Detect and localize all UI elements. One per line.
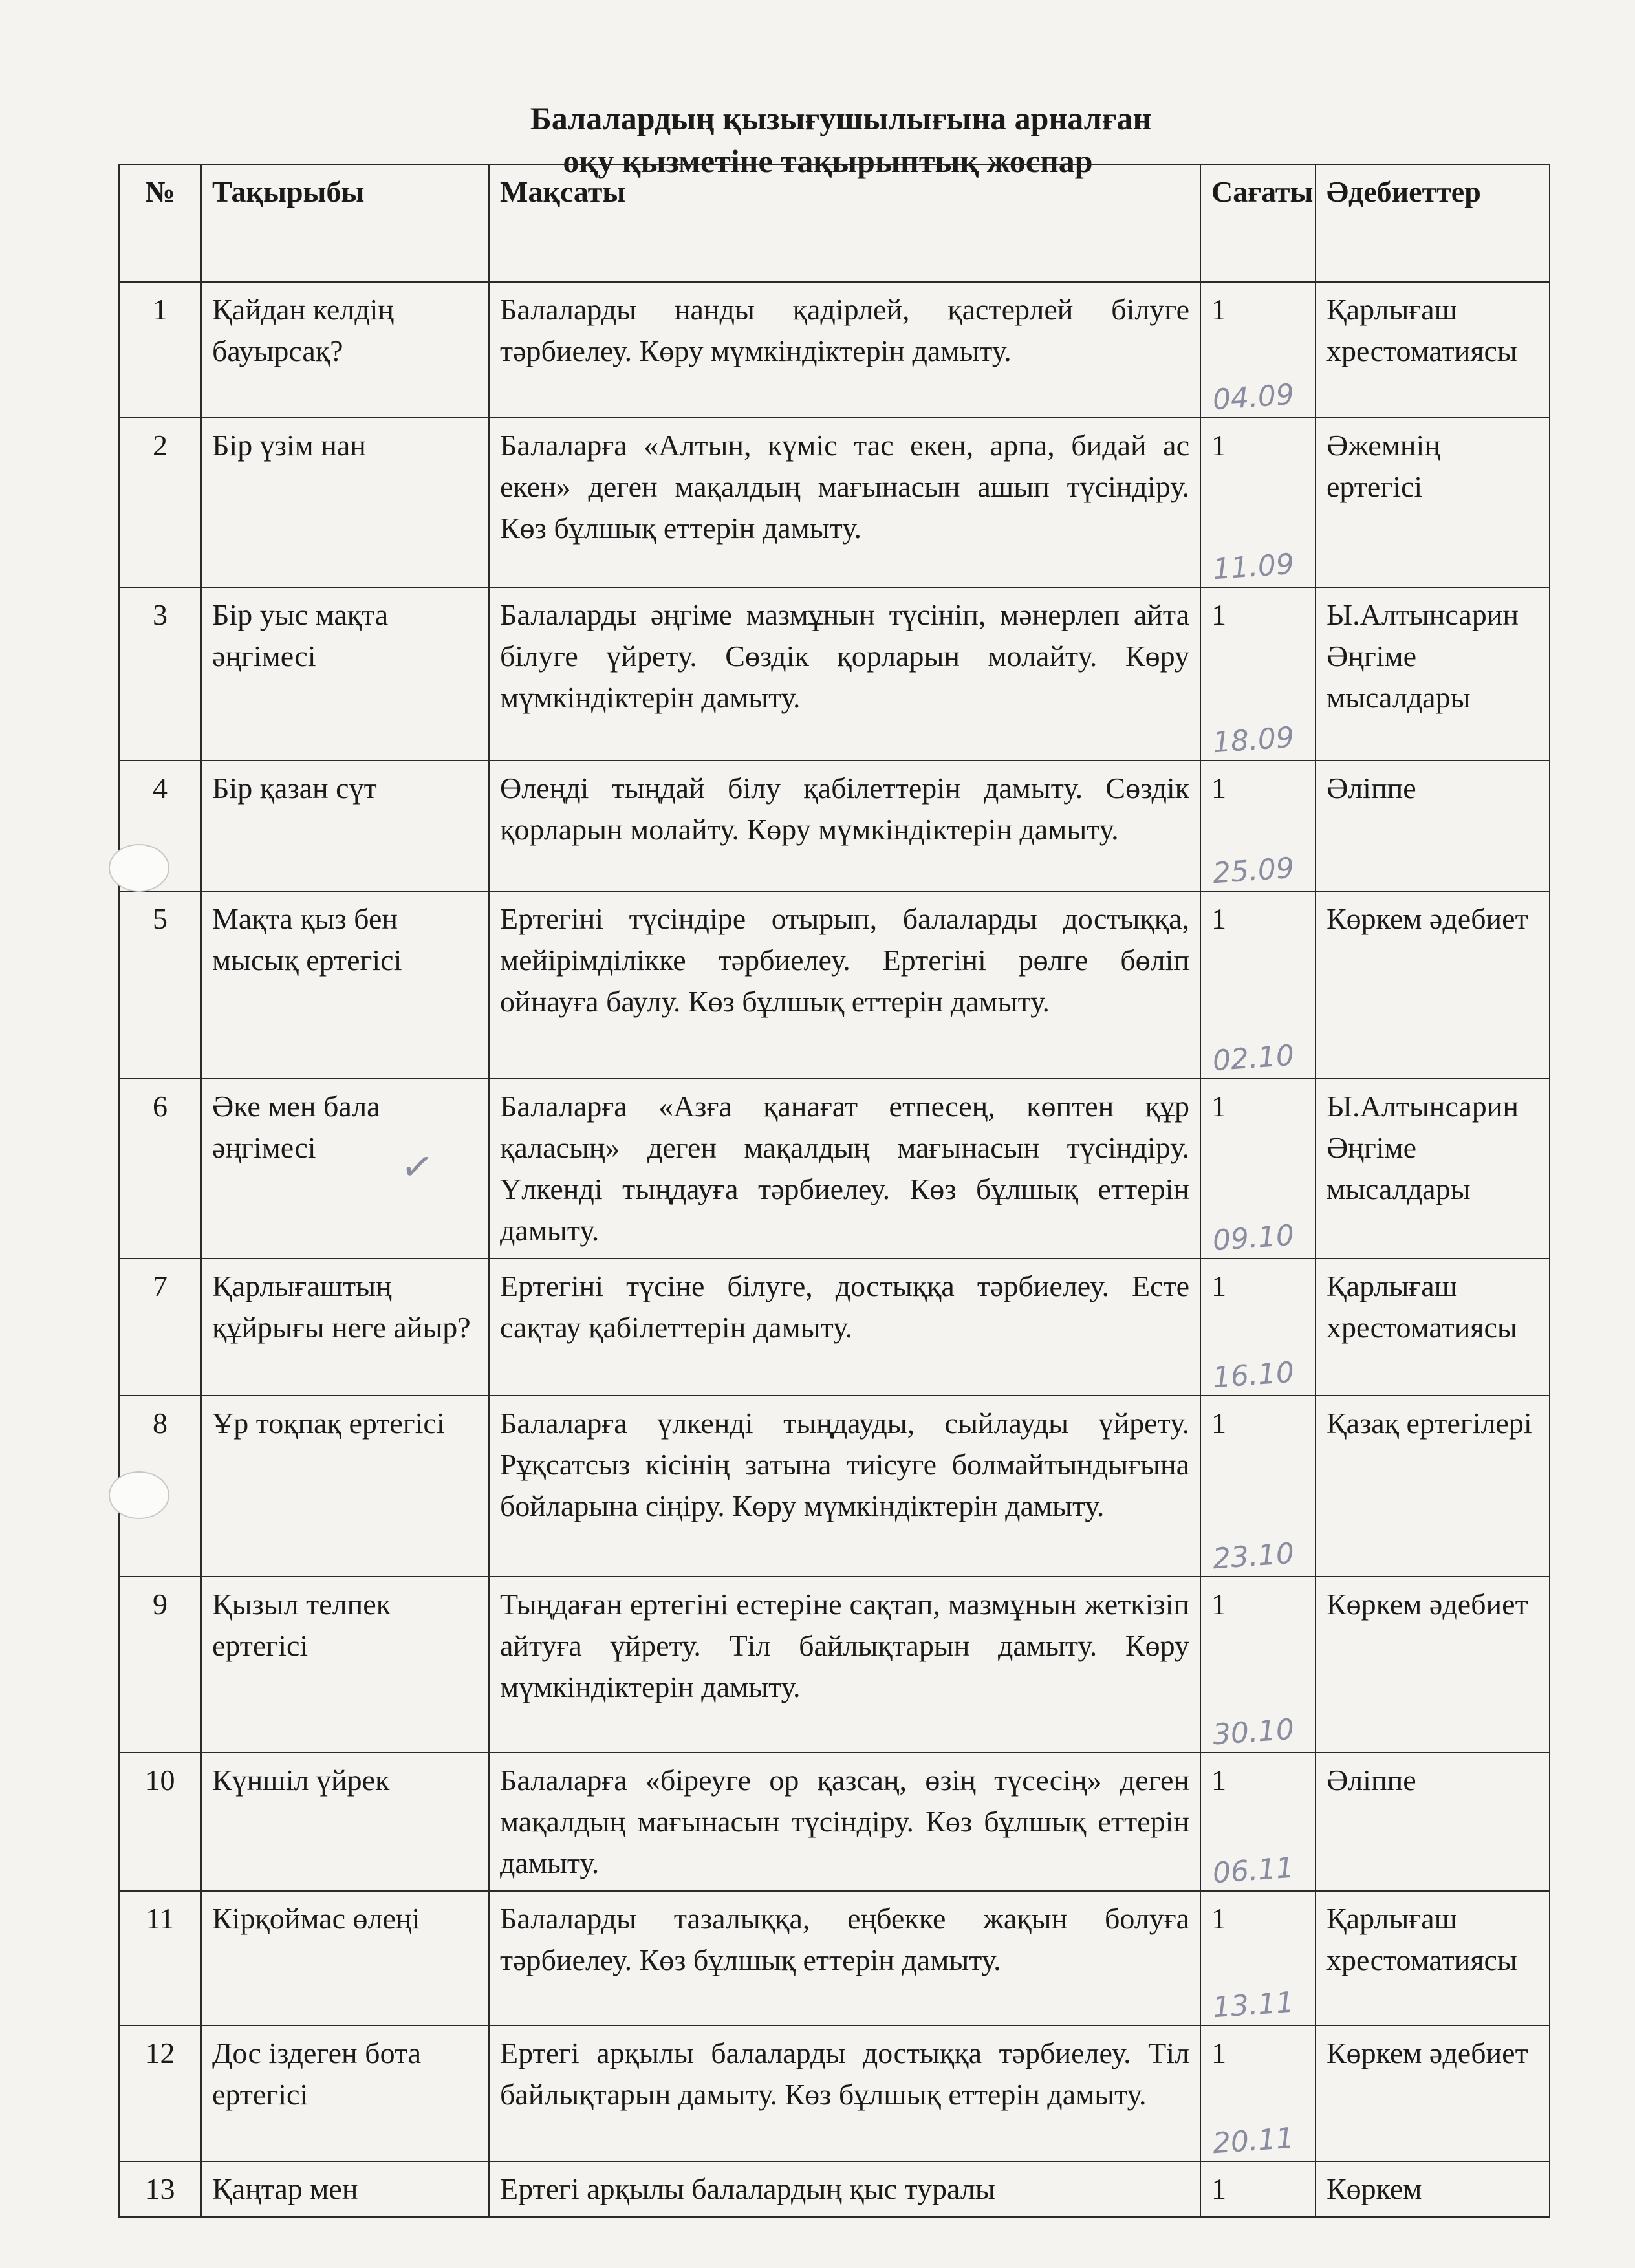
row-hours-cell — [1200, 418, 1316, 587]
row-goal: Ертегі арқылы балалардың қыс туралы — [489, 2161, 1200, 2217]
row-hours: 1 — [1211, 1269, 1226, 1302]
row-hours-cell — [1200, 1079, 1316, 1258]
row-date-handwritten: 11.09 — [1211, 547, 1295, 587]
row-topic: Қарлығаштың құйрығы неге айыр? — [201, 1258, 489, 1396]
row-topic: Ұр тоқпақ ертегісі — [201, 1396, 489, 1577]
punch-hole-bottom — [109, 1471, 169, 1519]
row-goal: Балаларға «біреуге ор қазсаң, өзің түсесің» деген мақалдың мағынасын түсіндіру. Көз бұлшық еттерін дамыту. — [489, 1753, 1200, 1891]
row-goal: Ертегіні түсіне білуге, достыққа тәрбиелеу. Есте сақтау қабілеттерін дамыту. — [489, 1258, 1200, 1396]
table-row — [119, 1258, 1550, 1396]
row-literature: Көркем әдебиет — [1316, 2025, 1550, 2161]
row-literature: Ы.Алтынсарин Әңгіме мысалдары — [1316, 1079, 1550, 1258]
row-hours: 1 — [1211, 1090, 1226, 1123]
row-date-handwritten: 13.11 — [1211, 1985, 1295, 2025]
row-hours-cell — [1200, 761, 1316, 891]
row-goal: Тыңдаған ертегіні естеріне сақтап, мазмұнын жеткізіп айтуға үйрету. Тіл байлықтарын дамыту. Көру мүмкіндіктерін дамыту. — [489, 1577, 1200, 1753]
table-row — [119, 1396, 1550, 1577]
table-row — [119, 2025, 1550, 2161]
table-row — [119, 587, 1550, 761]
column-header-goal: Мақсаты — [489, 164, 1200, 282]
row-goal: Балаларды әңгіме мазмұнын түсініп, мәнерлеп айта білуге үйрету. Сөздік қорларын молайту. Көру мүмкіндіктерін дамыту. — [489, 587, 1200, 761]
row-hours-cell — [1200, 1753, 1316, 1891]
row-date-handwritten: 25.09 — [1211, 851, 1295, 891]
row-literature: Әжемнің ертегісі — [1316, 418, 1550, 587]
row-hours: 1 — [1211, 429, 1226, 462]
row-hours-cell — [1200, 2161, 1316, 2217]
row-hours-cell — [1200, 587, 1316, 761]
row-date-handwritten: 23.10 — [1211, 1537, 1295, 1576]
title-line-2: оқу қызметіне тақырыптық жоспар — [563, 143, 1093, 179]
row-number: 5 — [119, 891, 201, 1079]
row-goal: Балаларға «Алтын, күміс тас екен, арпа, бидай ас екен» деген мақалдың мағынасын ашып түсіндіру. Көз бұлшық еттерін дамыту. — [489, 418, 1200, 587]
row-literature: Әліппе — [1316, 1753, 1550, 1891]
row-hours: 1 — [1211, 598, 1226, 631]
row-literature: Қарлығаш хрестоматиясы — [1316, 1258, 1550, 1396]
row-date-handwritten: 16.10 — [1211, 1355, 1295, 1395]
row-literature: Әліппе — [1316, 761, 1550, 891]
row-topic: Күншіл үйрек — [201, 1753, 489, 1891]
row-hours: 1 — [1211, 1588, 1226, 1621]
row-topic: Бір үзім нан — [201, 418, 489, 587]
punch-hole-top — [109, 844, 169, 892]
table-body — [119, 282, 1550, 2217]
row-hours: 1 — [1211, 772, 1226, 805]
row-topic: Кірқоймас өлеңі — [201, 1891, 489, 2025]
row-date-handwritten: 04.09 — [1211, 378, 1295, 417]
row-topic: Қаңтар мен — [201, 2161, 489, 2217]
row-topic: Бір уыс мақта әңгімесі — [201, 587, 489, 761]
row-hours: 1 — [1211, 1407, 1226, 1440]
table-row — [119, 1079, 1550, 1258]
row-number: 4 — [119, 761, 201, 891]
row-date-handwritten: 06.11 — [1211, 1851, 1295, 1890]
row-date-handwritten: 09.10 — [1211, 1218, 1295, 1258]
row-hours-cell — [1200, 1891, 1316, 2025]
row-hours-cell — [1200, 2025, 1316, 2161]
row-literature: Көркем әдебиет — [1316, 891, 1550, 1079]
row-hours: 1 — [1211, 1902, 1226, 1935]
column-header-topic: Тақырыбы — [201, 164, 489, 282]
check-mark-icon: ✓ — [398, 1142, 437, 1193]
row-goal: Балаларды нанды қадірлей, қастерлей білуге тәрбиелеу. Көру мүмкіндіктерін дамыту. — [489, 282, 1200, 418]
row-literature: Көркем әдебиет — [1316, 1577, 1550, 1753]
row-date-handwritten: 20.11 — [1211, 2121, 1295, 2161]
row-number: 10 — [119, 1753, 201, 1891]
table-row — [119, 1577, 1550, 1753]
table-row — [119, 891, 1550, 1079]
row-topic: Мақта қыз бен мысық ертегісі — [201, 891, 489, 1079]
row-goal: Ертегі арқылы балаларды достыққа тәрбиелеу. Тіл байлықтарын дамыту. Көз бұлшық еттерін дамыту. — [489, 2025, 1200, 2161]
title-line-1: Балалардың қызығушылығына арналған — [530, 100, 1152, 136]
row-literature: Қарлығаш хрестоматиясы — [1316, 1891, 1550, 2025]
row-hours-cell — [1200, 282, 1316, 418]
table-row — [119, 1891, 1550, 2025]
column-header-hours: Сағаты — [1200, 164, 1316, 282]
row-number: 7 — [119, 1258, 201, 1396]
row-number: 11 — [119, 1891, 201, 2025]
row-topic: Қызыл телпек ертегісі — [201, 1577, 489, 1753]
table-row — [119, 418, 1550, 587]
row-topic: Әке мен бала әңгімесі — [201, 1079, 489, 1258]
row-hours: 1 — [1211, 2036, 1226, 2069]
row-date-handwritten: 18.09 — [1211, 720, 1295, 760]
table-row — [119, 1753, 1550, 1891]
row-number: 6 — [119, 1079, 201, 1258]
row-hours: 1 — [1211, 2172, 1226, 2205]
row-goal: Балаларға үлкенді тыңдауды, сыйлауды үйрету. Рұқсатсыз кісінің затына тиісуге болмайтындығына бойларына сіңіру. Көру мүмкіндіктерін дамыту. — [489, 1396, 1200, 1577]
row-date-handwritten: 30.10 — [1211, 1712, 1295, 1752]
row-hours-cell — [1200, 1577, 1316, 1753]
row-literature: Қарлығаш хрестоматиясы — [1316, 282, 1550, 418]
row-hours: 1 — [1211, 902, 1226, 935]
table-header-row — [119, 164, 1550, 282]
row-topic: Дос іздеген бота ертегісі — [201, 2025, 489, 2161]
row-hours-cell — [1200, 891, 1316, 1079]
row-goal: Балаларға «Азға қанағат етпесең, көптен құр қаласың» деген мақалдың мағынасын түсіндіру. Үлкенді тыңдауға тәрбиелеу. Көз бұлшық еттерін дамыту. — [489, 1079, 1200, 1258]
row-topic: Қайдан келдің бауырсақ? — [201, 282, 489, 418]
row-goal: Балаларды тазалыққа, еңбекке жақын болуға тәрбиелеу. Көз бұлшық еттерін дамыту. — [489, 1891, 1200, 2025]
row-hours: 1 — [1211, 1764, 1226, 1797]
row-number: 3 — [119, 587, 201, 761]
column-header-number: № — [119, 164, 201, 282]
row-topic: Бір қазан сүт — [201, 761, 489, 891]
table-row — [119, 761, 1550, 891]
row-number: 9 — [119, 1577, 201, 1753]
row-hours: 1 — [1211, 293, 1226, 326]
row-number: 1 — [119, 282, 201, 418]
column-header-literature: Әдебиеттер — [1316, 164, 1550, 282]
row-number: 8 — [119, 1396, 201, 1577]
row-literature: Қазақ ертегілері — [1316, 1396, 1550, 1577]
row-number: 2 — [119, 418, 201, 587]
row-hours-cell — [1200, 1258, 1316, 1396]
row-number: 12 — [119, 2025, 201, 2161]
row-literature: Ы.Алтынсарин Әңгіме мысалдары — [1316, 587, 1550, 761]
row-date-handwritten: 02.10 — [1211, 1039, 1295, 1078]
row-number: 13 — [119, 2161, 201, 2217]
row-goal: Өлеңді тыңдай білу қабілеттерін дамыту. Сөздік қорларын молайту. Көру мүмкіндіктерін дамыту. — [489, 761, 1200, 891]
table-row — [119, 2161, 1550, 2217]
row-literature: Көркем — [1316, 2161, 1550, 2217]
table-row — [119, 282, 1550, 418]
thematic-plan-table — [118, 164, 1550, 2218]
row-hours-cell — [1200, 1396, 1316, 1577]
row-goal: Ертегіні түсіндіре отырып, балаларды достыққа, мейірімділікке тәрбиелеу. Ертегіні рөлге бөліп ойнауға баулу. Көз бұлшық еттерін дамыту. — [489, 891, 1200, 1079]
